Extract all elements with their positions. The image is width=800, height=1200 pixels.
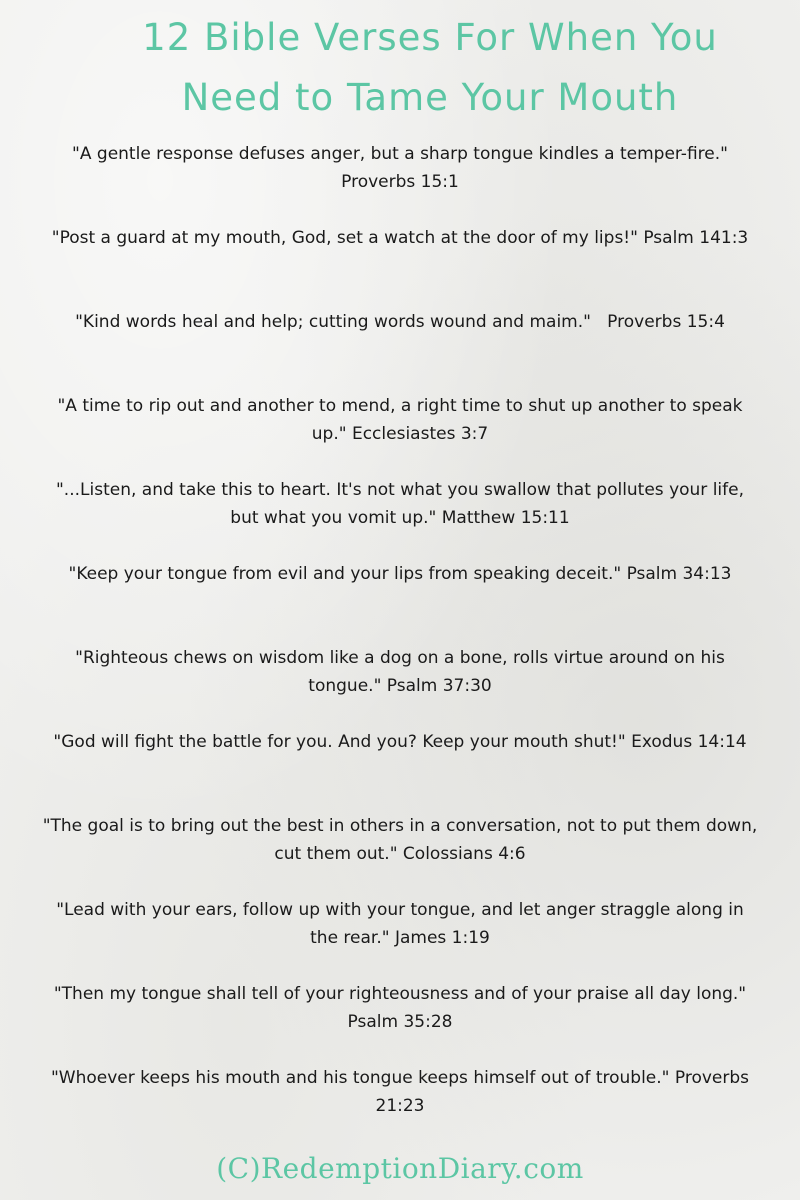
- title-line-1: 12 Bible Verses For When You: [142, 16, 718, 59]
- verse-1: "A gentle response defuses anger, but a sharp tongue kindles a temper-fire." Proverbs 15:1: [72, 144, 734, 192]
- copyright-footer: (C)RedemptionDiary.com: [216, 1152, 584, 1185]
- page-title: [0, 8, 800, 128]
- title-line-2: Need to Tame Your Mouth: [181, 76, 679, 119]
- verse-5: "...Listen, and take this to heart. It's not what you swallow that pollutes your life, but what you vomit up." Matthew 15:11: [55, 480, 750, 528]
- verse-3: "Kind words heal and help; cutting words wound and maim." Proverbs 15:4: [75, 312, 725, 332]
- verse-6: "Keep your tongue from evil and your lips from speaking deceit." Psalm 34:13: [68, 564, 732, 584]
- verse-4: "A time to rip out and another to mend, a right time to shut up another to speak up." Ecclesiastes 3:7: [57, 396, 748, 444]
- verse-7: "Righteous chews on wisdom like a dog on a bone, rolls virtue around on his tongue." Psalm 37:30: [75, 648, 731, 696]
- verse-list: [40, 140, 763, 1148]
- verse-8: "God will fight the battle for you. And you? Keep your mouth shut!" Exodus 14:14: [53, 732, 747, 752]
- verse-2: "Post a guard at my mouth, God, set a watch at the door of my lips!" Psalm 141:3: [51, 228, 749, 248]
- verse-10: "Lead with your ears, follow up with your tongue, and let anger straggle along in the rear." James 1:19: [56, 900, 750, 948]
- verse-12: "Whoever keeps his mouth and his tongue keeps himself out of trouble." Proverbs 21:23: [50, 1068, 755, 1116]
- verse-9: "The goal is to bring out the best in others in a conversation, not to put them down, cut them out." Colossians 4:6: [42, 816, 763, 864]
- verse-11: "Then my tongue shall tell of your righteousness and of your praise all day long." Psalm 35:28: [53, 984, 752, 1032]
